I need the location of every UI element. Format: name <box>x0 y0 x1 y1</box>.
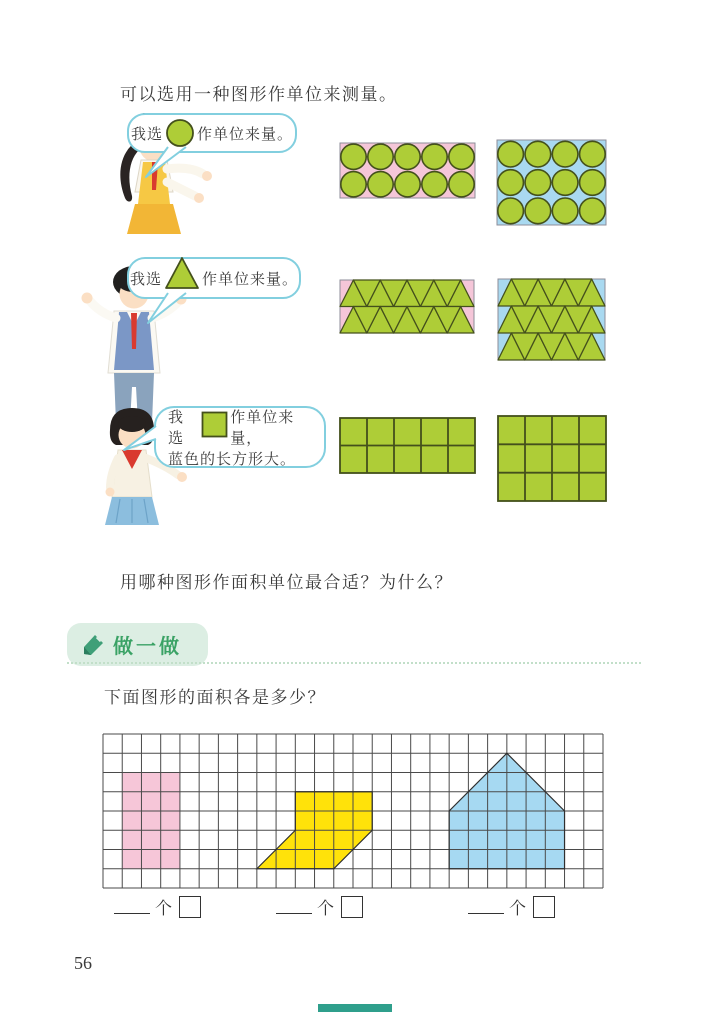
question-text: 用哪种图形作面积单位最合适？为什么？ <box>120 573 453 592</box>
bubble-text-pre: 我选 <box>130 126 163 143</box>
triangles-in-pink-rectangle-figure <box>339 279 475 339</box>
triangle-unit-icon <box>162 270 202 286</box>
bubble-text-post: 作单位来量。 <box>197 126 294 143</box>
page-number: 56 <box>74 953 92 973</box>
answer-unit-text: 个 <box>509 899 527 918</box>
triangles-in-blue-rectangle-figure <box>497 278 606 366</box>
prompt-text: 下面图形的面积各是多少？ <box>104 688 326 707</box>
square-unit-icon <box>199 419 230 434</box>
answer-underline <box>468 894 504 914</box>
answer-blank-1 <box>114 894 201 919</box>
practice-section-title: 做一做 <box>113 636 182 658</box>
intro-text: 可以选用一种图形作单位来测量。 <box>120 85 398 104</box>
answer-unit-text: 个 <box>317 899 335 918</box>
squares-grid-figure-small <box>339 417 476 479</box>
dotted-divider <box>67 662 641 664</box>
answer-unit-text: 个 <box>155 899 173 918</box>
bottom-divider-bar <box>318 1004 392 1012</box>
bubble-text-pre: 我选 <box>129 271 162 288</box>
speech-tail <box>122 422 158 458</box>
unit-square-box <box>179 896 201 918</box>
circles-in-blue-rectangle-figure <box>496 139 607 231</box>
bubble-text-post: 作单位来量。 <box>202 271 299 288</box>
bubble-text-post: 作单位来量， <box>230 409 295 447</box>
circle-unit-icon <box>163 123 197 143</box>
answer-blank-3 <box>468 894 555 919</box>
squares-grid-figure-large <box>497 415 607 507</box>
unit-square-box <box>533 896 555 918</box>
unit-square-box <box>341 896 363 918</box>
bubble-text-pre: 我选 <box>168 409 185 447</box>
speech-tail <box>140 292 196 326</box>
area-grid-figure <box>102 733 604 894</box>
answer-underline <box>276 894 312 914</box>
speech-bubble-square-unit <box>154 406 326 468</box>
speech-tail <box>138 146 194 180</box>
bubble-text-line2: 蓝色的长方形大。 <box>168 451 297 468</box>
pencil-icon <box>82 634 104 656</box>
answer-underline <box>114 894 150 914</box>
circles-in-pink-rectangle-figure <box>339 142 476 204</box>
answer-blank-2 <box>276 894 363 919</box>
pink-rectangle <box>122 773 180 869</box>
practice-section-badge <box>67 623 208 666</box>
